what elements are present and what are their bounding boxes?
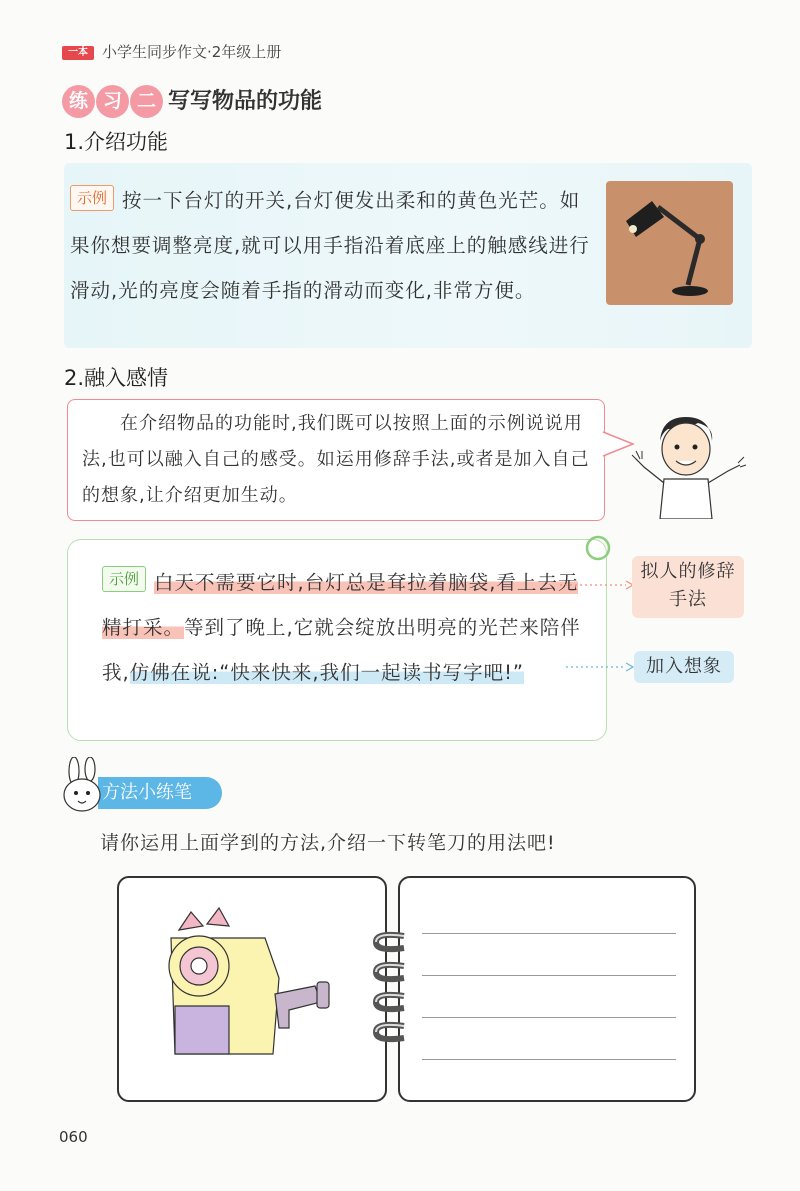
writing-line-1[interactable] bbox=[422, 933, 676, 934]
example2-imagination: 仿佛在说:“快来快来,我们一起读书写字吧!” bbox=[129, 661, 524, 684]
writing-card bbox=[398, 876, 696, 1102]
practice-char-3: 二 bbox=[130, 85, 163, 118]
practice-char-1: 练 bbox=[62, 85, 95, 118]
brand-badge: 一本 bbox=[62, 46, 94, 60]
imagination-label: 加入想象 bbox=[634, 651, 734, 683]
dotted-arrow-2 bbox=[566, 662, 634, 672]
example1-tag: 示例 bbox=[70, 185, 114, 211]
rabbit-mascot bbox=[58, 757, 110, 815]
dotted-arrow-1 bbox=[560, 580, 634, 590]
example2-tag: 示例 bbox=[102, 566, 146, 592]
example2-text bbox=[102, 560, 582, 695]
page-number: 060 bbox=[59, 1128, 88, 1146]
boy-illustration bbox=[628, 407, 748, 519]
ring-decoration-icon bbox=[583, 533, 613, 563]
section2-heading: 2.融入感情 bbox=[64, 366, 169, 390]
rabbit-icon bbox=[58, 757, 110, 815]
method-prompt: 请你运用上面学到的方法,介绍一下转笔刀的用法吧! bbox=[100, 832, 556, 854]
example1-text bbox=[70, 178, 595, 313]
section1-heading: 1.介绍功能 bbox=[64, 130, 169, 154]
sharpener-card bbox=[117, 876, 387, 1102]
writing-line-2[interactable] bbox=[422, 975, 676, 976]
practice-char-2: 习 bbox=[96, 85, 129, 118]
desk-lamp-icon bbox=[606, 181, 733, 305]
speech-text: 在介绍物品的功能时,我们既可以按照上面的示例说说用法,也可以融入自己的感受。如运用修辞手法,或者是加入自己的想象,让介绍更加生动。 bbox=[82, 413, 590, 506]
lesson-title: 写写物品的功能 bbox=[168, 89, 323, 114]
example2-personification: 白天不需要它时,台灯总是耷拉着脑袋,看上去无精打采。 bbox=[102, 571, 579, 639]
boy-icon bbox=[628, 407, 748, 519]
personification-label: 拟人的修辞手法 bbox=[632, 556, 744, 618]
writing-line-4[interactable] bbox=[422, 1059, 676, 1060]
method-badge: 方法小练笔 bbox=[98, 777, 222, 809]
binder-rings-icon bbox=[368, 926, 416, 1052]
pencil-sharpener-icon bbox=[119, 878, 385, 1100]
desk-lamp-image bbox=[606, 181, 733, 305]
writing-line-3[interactable] bbox=[422, 1017, 676, 1018]
example1-body: 按一下台灯的开关,台灯便发出柔和的黄色光芒。如果你想要调整亮度,就可以用手指沿着底座上的触感线进行滑动,光的亮度会随着手指的滑动而变化,非常方便。 bbox=[70, 189, 590, 302]
example2-middle: 等到了晚上,它就会绽放出明亮的光芒来陪伴我, bbox=[102, 616, 581, 684]
book-title: 小学生同步作文·2年级上册 bbox=[102, 43, 282, 61]
